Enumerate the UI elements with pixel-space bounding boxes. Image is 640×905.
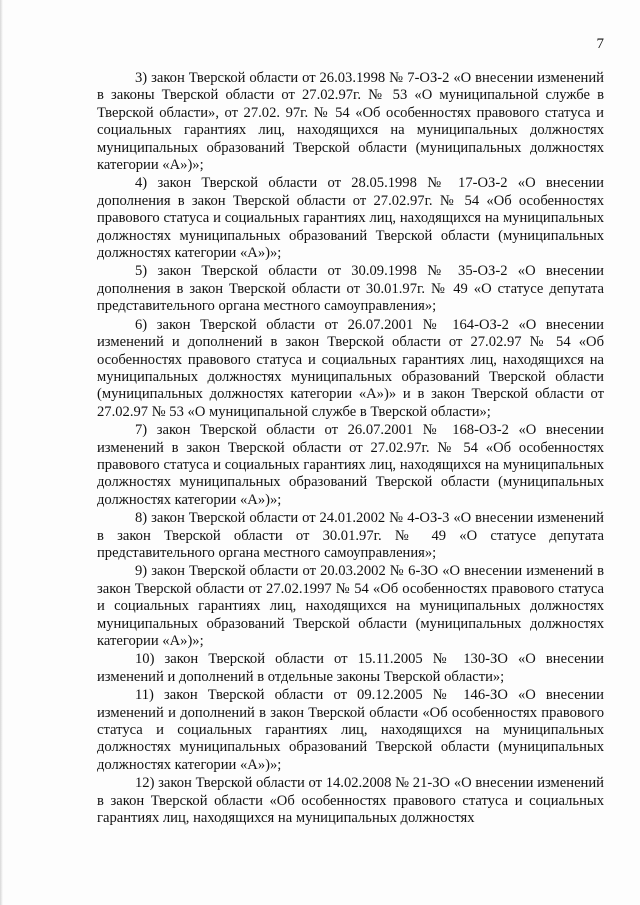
list-item-12: 12) закон Тверской области от 14.02.2008 № 21-ЗО «О внесении изменений в закон Тверской области «Об особенностях правового статуса и социальных гарантиях лиц, находящихся на муниципальных должностях	[97, 775, 604, 827]
page-number: 7	[596, 36, 604, 52]
scan-edge-shadow	[0, 0, 3, 905]
list-item-3: 3) закон Тверской области от 26.03.1998 № 7-ОЗ-2 «О внесении изменений в законы Тверской области от 27.02.97г. № 53 «О муниципальной службе в Тверской области», от 27.02. 97г. № 54 «Об особенностях правового статуса и социальных гарантиях лиц, находящихся на муниципальных должностях муниципальных образований Тверской области (муниципальных должностях категории «А»)»;	[97, 70, 604, 174]
list-item-4: 4) закон Тверской области от 28.05.1998 № 17-ОЗ-2 «О внесении дополнения в закон Тверской области от 27.02.97г. № 54 «Об особенностях правового статуса и социальных гарантиях лиц, находящихся на муниципальных должностях муниципальных образований Тверской области (муниципальных должностях категории «А»)»;	[97, 175, 604, 262]
list-item-10: 10) закон Тверской области от 15.11.2005 № 130-ЗО «О внесении изменений и дополнений в отдельные законы Тверской области»;	[97, 651, 604, 685]
list-item-9: 9) закон Тверской области от 20.03.2002 № 6-ЗО «О внесении изменений в закон Тверской области от 27.02.1997 № 54 «Об особенностях правового статуса и социальных гарантиях лиц, находящихся на муниципальных должностях муниципальных образований Тверской области (муниципальных должностях категории «А»)»;	[97, 563, 604, 649]
body-text	[97, 70, 604, 828]
list-item-8: 8) закон Тверской области от 24.01.2002 № 4-ОЗ-3 «О внесении изменений в закон Тверской области от 30.01.97г. № 49 «О статусе депутата представительного органа местного самоуправления»;	[97, 510, 604, 561]
list-item-11: 11) закон Тверской области от 09.12.2005 № 146-ЗО «О внесении изменений и дополнений в закон Тверской области «Об особенностях правового статуса и социальных гарантиях лиц, находящихся на муниципальных должностях муниципальных образований Тверской области (муниципальных должностях категории «А»)»;	[97, 687, 604, 773]
list-item-5: 5) закон Тверской области от 30.09.1998 № 35-ОЗ-2 «О внесении дополнения в закон Тверской области от 30.01.97г. № 49 «О статусе депутата представительного органа местного самоуправления»;	[97, 263, 604, 315]
list-item-7: 7) закон Тверской области от 26.07.2001 № 168-ОЗ-2 «О внесении изменений в закон Тверской области от 27.02.97г. № 54 «Об особенностях правового статуса и социальных гарантиях лиц, находящихся на муниципальных должностях муниципальных образований Тверской области (муниципальных должностях категории «А»)»;	[97, 422, 604, 508]
list-item-6: 6) закон Тверской области от 26.07.2001 № 164-ОЗ-2 «О внесении изменений и дополнений в закон Тверской области от 27.02.97 № 54 «Об особенностях правового статуса и социальных гарантиях лиц, находящихся на муниципальных должностях муниципальных образований Тверской области (муниципальных должностях категории «А»)» и в закон Тверской области от 27.02.97 № 53 «О муниципальной службе в Тверской области»;	[97, 316, 604, 420]
